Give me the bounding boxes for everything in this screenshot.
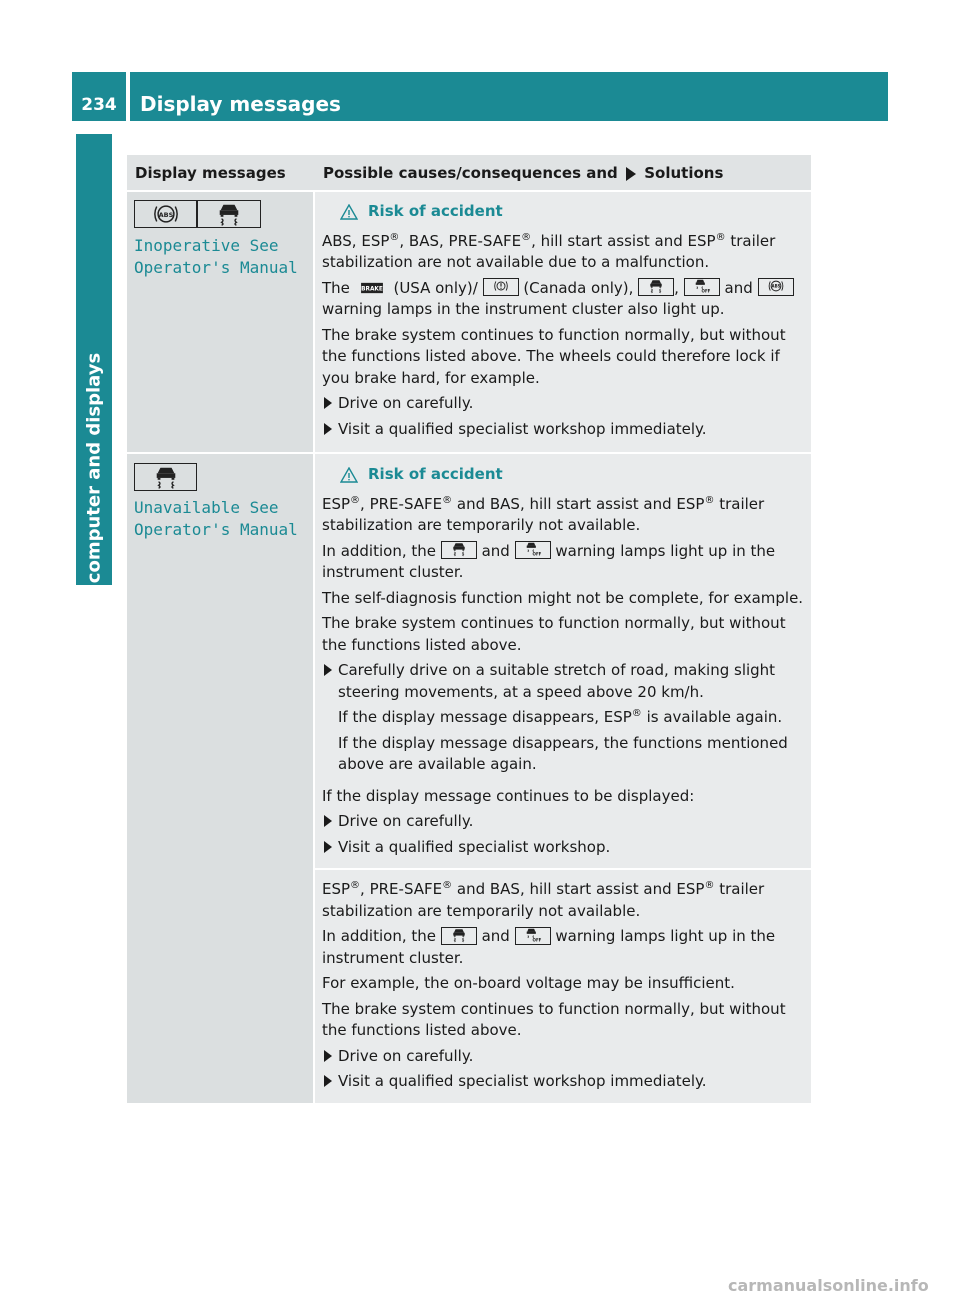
text-span: (Canada only), bbox=[523, 278, 634, 297]
chapter-label: On-board computer and displays bbox=[83, 352, 105, 685]
list-item bbox=[322, 837, 806, 859]
row3-solution-cell bbox=[322, 879, 806, 1097]
esp-off-lamp-icon bbox=[515, 927, 551, 945]
risk-warning bbox=[322, 464, 806, 486]
paragraph: The self-diagnosis function might not be complete, for example. bbox=[322, 588, 804, 607]
list-item bbox=[322, 811, 806, 833]
text-span: and bbox=[481, 927, 510, 945]
message-line: Operator's Manual bbox=[134, 520, 298, 539]
brake-lamp-icon bbox=[355, 279, 389, 297]
message-line: Unavailable See bbox=[134, 498, 279, 517]
chapter-side-tab bbox=[76, 134, 112, 685]
row2-solution-cell bbox=[322, 464, 806, 862]
esp-lamp-icon bbox=[197, 200, 261, 228]
text-span: warning lamps light up in the instrument cluster. bbox=[322, 927, 776, 967]
bullet-text: Drive on carefully. bbox=[338, 1046, 474, 1065]
page-title: Display messages bbox=[140, 92, 341, 116]
watermark: carmanualsonline.info bbox=[728, 1276, 929, 1295]
brake-warning-lamp-icon bbox=[483, 278, 519, 296]
bullet-arrow-icon bbox=[324, 1075, 332, 1087]
col-header-solutions-text: Solutions bbox=[644, 164, 724, 182]
page-number: 234 bbox=[81, 95, 117, 115]
paragraph bbox=[322, 926, 806, 969]
row-separator bbox=[127, 452, 811, 454]
paragraph: ESP®, PRE-SAFE® and BAS, hill start assist and ESP® trailer stabilization are temporarily not available. bbox=[322, 494, 765, 534]
bullet-text: Visit a qualified specialist workshop immediately. bbox=[338, 1072, 707, 1090]
esp-lamp-icon bbox=[638, 278, 674, 296]
triangle-arrow-icon bbox=[626, 167, 636, 181]
bullet-arrow-icon bbox=[324, 1050, 332, 1062]
text-span: and bbox=[724, 278, 753, 297]
risk-warning bbox=[322, 201, 806, 223]
display-messages-table bbox=[127, 155, 811, 1103]
bullet-arrow-icon bbox=[324, 397, 332, 409]
page-header bbox=[72, 72, 888, 121]
abs-lamp-icon bbox=[758, 278, 794, 296]
bullet-text: Drive on carefully. bbox=[338, 812, 474, 830]
text-span: In addition, the bbox=[322, 927, 436, 945]
bullet-text: Carefully drive on a suitable stretch of road, making slight steering movements, at a speed above 20 km/h. bbox=[338, 661, 776, 701]
paragraph: If the display message continues to be displayed: bbox=[322, 786, 695, 805]
risk-label: Risk of accident bbox=[368, 465, 503, 483]
header-divider bbox=[126, 72, 130, 121]
paragraph: The brake system continues to function normally, but without the functions listed above. The wheels could therefore lock if you brake hard, for example. bbox=[322, 325, 786, 387]
message-line: Inoperative See bbox=[134, 236, 279, 255]
esp-off-lamp-icon bbox=[684, 278, 720, 296]
bullet-text: Visit a qualified specialist workshop. bbox=[338, 837, 611, 856]
text-span: and bbox=[481, 541, 510, 560]
risk-label: Risk of accident bbox=[368, 202, 503, 220]
bullet-arrow-icon bbox=[324, 841, 332, 853]
text-span: The bbox=[322, 278, 350, 297]
bullet-arrow-icon bbox=[324, 423, 332, 435]
col-header-display-messages: Display messages bbox=[135, 164, 286, 182]
display-message-unavailable bbox=[134, 497, 298, 541]
paragraph: ESP®, PRE-SAFE® and BAS, hill start assist and ESP® trailer stabilization are temporarily not available. bbox=[322, 880, 765, 920]
list-item bbox=[322, 1046, 806, 1068]
text-span: warning lamps light up in the instrument cluster. bbox=[322, 541, 776, 581]
list-item bbox=[322, 393, 806, 415]
paragraph bbox=[322, 278, 806, 321]
bullet-text: Drive on carefully. bbox=[338, 394, 474, 412]
indented-paragraph: If the display message disappears, the functions mentioned above are available again. bbox=[338, 733, 788, 773]
list-item bbox=[322, 660, 806, 703]
bullet-text: Visit a qualified specialist workshop immediately. bbox=[338, 419, 707, 438]
col-header-causes-text: Possible causes/consequences and bbox=[323, 164, 618, 182]
table-header bbox=[127, 155, 811, 190]
text-span: In addition, the bbox=[322, 541, 436, 560]
row1-solution-cell bbox=[322, 201, 806, 444]
abs-lamp-icon bbox=[134, 200, 197, 228]
text-span: (USA only)/ bbox=[393, 278, 478, 297]
display-message-column bbox=[127, 192, 313, 1103]
text-span: warning lamps in the instrument cluster also light up. bbox=[322, 300, 725, 318]
esp-lamp-icon bbox=[441, 927, 477, 945]
bullet-arrow-icon bbox=[324, 664, 332, 676]
warning-triangle-icon bbox=[340, 204, 358, 220]
message-line: Operator's Manual bbox=[134, 258, 298, 277]
paragraph: For example, the on-board voltage may be insufficient. bbox=[322, 974, 735, 992]
header-separator bbox=[127, 190, 811, 192]
display-message-inoperative bbox=[134, 235, 298, 279]
list-item bbox=[322, 1071, 806, 1093]
esp-lamp-icon bbox=[441, 541, 477, 559]
paragraph: The brake system continues to function normally, but without the functions listed above. bbox=[322, 999, 786, 1039]
row-separator bbox=[315, 868, 811, 870]
paragraph: ABS, ESP®, BAS, PRE-SAFE®, hill start assist and ESP® trailer stabilization are not available due to a malfunction. bbox=[322, 231, 776, 271]
indented-paragraph: If the display message disappears, ESP® is available again. bbox=[338, 708, 783, 726]
paragraph bbox=[322, 541, 806, 584]
bullet-arrow-icon bbox=[324, 815, 332, 827]
text-span: , bbox=[674, 278, 679, 297]
esp-off-lamp-icon bbox=[515, 541, 551, 559]
esp-lamp-icon bbox=[134, 463, 197, 491]
paragraph: The brake system continues to function normally, but without the functions listed above. bbox=[322, 614, 786, 654]
warning-triangle-icon bbox=[340, 467, 358, 483]
col-header-causes bbox=[323, 155, 723, 190]
list-item bbox=[322, 419, 806, 441]
